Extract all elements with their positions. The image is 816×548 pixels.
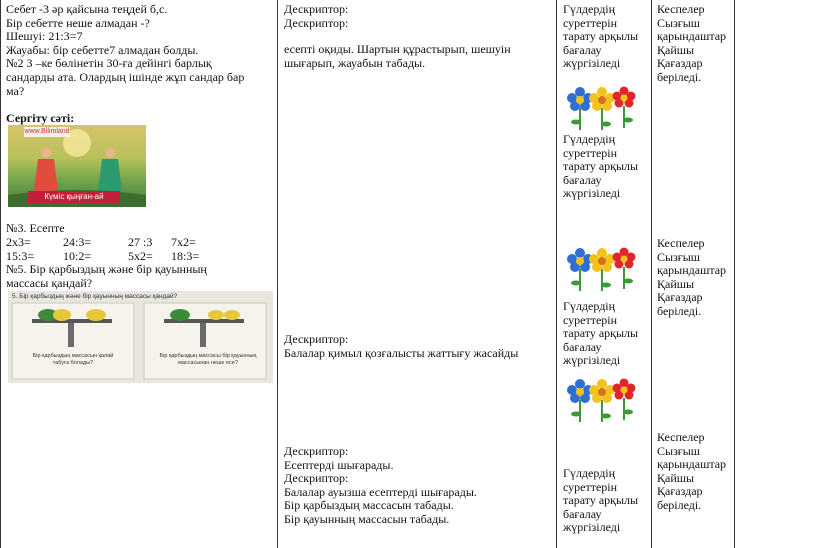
- task3-title: №3. Есепте: [6, 221, 65, 235]
- lesson-line: ма?: [6, 83, 25, 98]
- descriptor-text: Балалар қимыл қозғалысты жаттығу жасайды: [284, 345, 519, 360]
- resources-block-2: [657, 237, 726, 319]
- descriptor-line: Бір қауынның массасын табады.: [284, 511, 450, 526]
- assessment-line: суреттерін: [563, 15, 618, 30]
- descriptor-bottom: [284, 445, 477, 527]
- descriptor-heading: Дескриптор:: [284, 332, 349, 346]
- textbook-label-left: Бір қарбыздың массасын қалай табуға болады?: [32, 353, 114, 366]
- assessment-line: тарату арқылы: [563, 493, 639, 508]
- assessment-line: тарату арқылы: [563, 326, 639, 341]
- assessment-line: бағалау: [563, 506, 602, 521]
- resource-line: беріледі.: [657, 303, 702, 318]
- site-logo: www.Bilimland: [24, 128, 70, 135]
- descriptor-heading: Дескриптор:: [284, 15, 349, 30]
- textbook-scales-image: [8, 291, 273, 383]
- resource-line: Кеспелер: [657, 430, 705, 444]
- assessment-line: суреттерін: [563, 312, 618, 327]
- assessment-block-3: [563, 300, 638, 368]
- flowers-icon: [566, 245, 640, 293]
- assessment-line: суреттерін: [563, 145, 618, 160]
- task3-cell: 10:2=: [63, 249, 92, 263]
- assessment-line: жүргізіледі: [563, 353, 621, 368]
- task3-cell: 2х3=: [6, 235, 31, 249]
- task5-line: массасы қандай?: [6, 275, 93, 290]
- resource-line: Қайшы: [657, 276, 695, 291]
- table-border-right: [734, 0, 735, 548]
- textbook-label-right: Бір қарбыздың массасы бір қауынның массасынан неше есе?: [159, 353, 257, 366]
- assessment-line: бағалау: [563, 42, 602, 57]
- task3-cell: 5х2=: [128, 249, 153, 263]
- assessment-line: жүргізіледі: [563, 520, 621, 535]
- assessment-line: Гүлдердің: [563, 466, 616, 480]
- resource-line: Қағаздар: [657, 290, 703, 305]
- resource-line: Қағаздар: [657, 484, 703, 499]
- assessment-line: тарату арқылы: [563, 159, 639, 174]
- descriptor-middle: [284, 333, 518, 360]
- lesson-line: Жауабы: бір себетте7 алмадан болды.: [6, 42, 199, 57]
- lesson-line: №2 3 –ке бөлінетін 30-ға дейінгі барлық: [6, 56, 212, 71]
- resource-line: Қайшы: [657, 470, 695, 485]
- assessment-line: Гүлдердің: [563, 2, 616, 16]
- resource-line: қарындаштар: [657, 263, 727, 278]
- task3-cell: 24:3=: [63, 235, 92, 249]
- task3-cell: 7х2=: [171, 235, 196, 249]
- resource-line: Қайшы: [657, 42, 695, 57]
- assessment-line: бағалау: [563, 172, 602, 187]
- resource-line: Кеспелер: [657, 2, 705, 16]
- flowers-icon: [566, 376, 640, 424]
- sergitu-heading: Сергіту сәті:: [6, 111, 75, 125]
- assessment-line: суреттерін: [563, 479, 618, 494]
- lesson-content: [6, 3, 244, 98]
- resource-line: Кеспелер: [657, 236, 705, 250]
- exercise-video-image: [8, 125, 146, 207]
- descriptor-top-text: есепті оқиды. Шартын құрастырып, шешуін шығарып, жауабын табады.: [284, 42, 511, 70]
- resource-line: Қағаздар: [657, 56, 703, 71]
- table-divider-3: [651, 0, 652, 548]
- scales-illustration: [8, 291, 273, 383]
- table-divider-2: [556, 0, 557, 548]
- descriptor-heading: Дескриптор:: [284, 2, 349, 16]
- descriptor-line: Балалар ауызша есептерді шығарады.: [284, 484, 477, 499]
- lesson-line: Бір себетте неше алмадан -?: [6, 15, 150, 30]
- descriptor-top: [284, 3, 348, 30]
- descriptor-line: Бір қарбыздың массасын табады.: [284, 498, 454, 513]
- resource-line: қарындаштар: [657, 29, 727, 44]
- descriptor-line: Дескриптор:: [284, 444, 349, 458]
- assessment-line: Гүлдердің: [563, 299, 616, 313]
- assessment-line: жүргізіледі: [563, 56, 621, 71]
- resource-line: қарындаштар: [657, 457, 727, 472]
- table-border-left: [0, 0, 1, 548]
- task3-cell: 18:3=: [171, 249, 200, 263]
- resource-line: беріледі.: [657, 497, 702, 512]
- assessment-block-4: [563, 467, 638, 535]
- lesson-line: сандарды ата. Олардың ішінде жұп сандар бар: [6, 69, 245, 84]
- assessment-block-1: [563, 3, 638, 71]
- video-title-banner: Күміс қыңған-ай: [28, 191, 120, 203]
- textbook-caption: 5. Бір қарбыздың және бір қауынның массасы қандай?: [12, 293, 178, 300]
- assessment-line: Гүлдердің: [563, 132, 616, 146]
- resources-block-1: [657, 3, 726, 85]
- assessment-line: тарату арқылы: [563, 29, 639, 44]
- resource-line: Сызғыш: [657, 249, 701, 264]
- flower-stems: [571, 106, 633, 130]
- resource-line: Сызғыш: [657, 443, 701, 458]
- resource-line: Сызғыш: [657, 15, 701, 30]
- assessment-block-2: [563, 133, 638, 201]
- descriptor-line: Есептерді шығарады.: [284, 457, 394, 472]
- task3-cell: 27 :3: [128, 235, 153, 249]
- table-divider-1: [277, 0, 278, 548]
- assessment-line: бағалау: [563, 339, 602, 354]
- resource-line: беріледі.: [657, 69, 702, 84]
- resources-block-3: [657, 431, 726, 513]
- lesson-line: Шешуі: 21:3=7: [6, 29, 83, 44]
- flowers-icon: [566, 84, 640, 132]
- task5-line: №5. Бір қарбыздың және бір қауынның: [6, 262, 207, 276]
- task5-text: [6, 263, 207, 290]
- task3-cell: 15:3=: [6, 249, 35, 263]
- lesson-line: Себет -3 әр қайсына теңдей б,с.: [6, 2, 168, 16]
- descriptor-line: Дескриптор:: [284, 471, 349, 486]
- assessment-line: жүргізіледі: [563, 186, 621, 201]
